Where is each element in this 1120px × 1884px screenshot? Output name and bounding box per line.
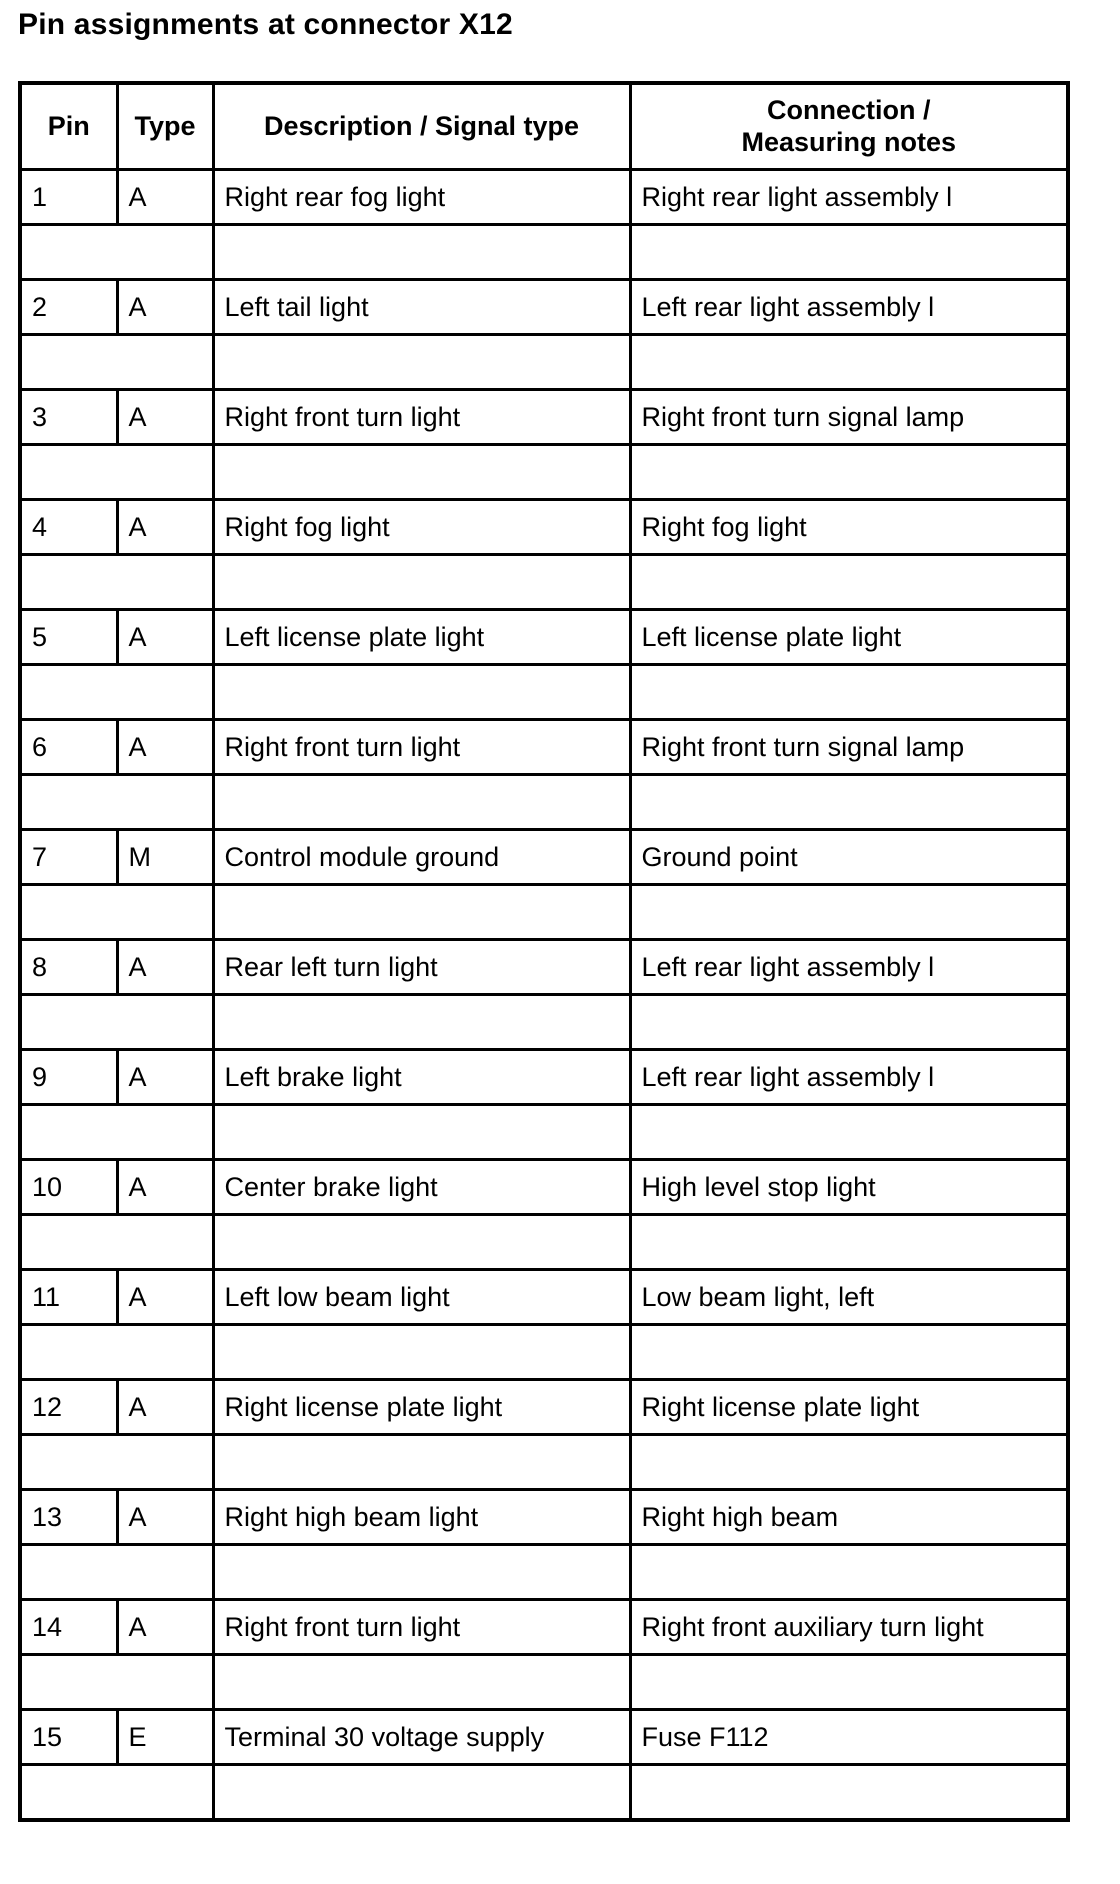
spacer-cell xyxy=(630,225,1068,280)
pin-cell: 6 xyxy=(20,720,117,775)
connection-cell: Left rear light assembly l xyxy=(630,1050,1068,1105)
description-cell: Terminal 30 voltage supply xyxy=(213,1710,630,1765)
spacer-cell xyxy=(20,995,213,1050)
table-row xyxy=(20,1270,1068,1325)
connection-cell: Right front auxiliary turn light xyxy=(630,1600,1068,1655)
spacer-row xyxy=(20,445,1068,500)
table-row xyxy=(20,500,1068,555)
table-row xyxy=(20,610,1068,665)
pin-cell: 8 xyxy=(20,940,117,995)
spacer-row xyxy=(20,1545,1068,1600)
spacer-cell xyxy=(213,1545,630,1600)
spacer-row xyxy=(20,1215,1068,1270)
connection-cell: Right front turn signal lamp xyxy=(630,390,1068,445)
table-row xyxy=(20,280,1068,335)
spacer-row xyxy=(20,995,1068,1050)
spacer-cell xyxy=(630,1325,1068,1380)
spacer-cell xyxy=(630,775,1068,830)
spacer-cell xyxy=(213,995,630,1050)
header-connection-line2: Measuring notes xyxy=(741,126,957,157)
pin-cell: 9 xyxy=(20,1050,117,1105)
table-body xyxy=(20,170,1068,1821)
spacer-cell xyxy=(630,1435,1068,1490)
spacer-cell xyxy=(213,775,630,830)
description-cell: Right front turn light xyxy=(213,390,630,445)
connection-cell: Left rear light assembly l xyxy=(630,940,1068,995)
table-row xyxy=(20,1600,1068,1655)
spacer-cell xyxy=(20,885,213,940)
spacer-cell xyxy=(213,225,630,280)
type-cell: A xyxy=(117,610,213,665)
connection-cell: Left rear light assembly l xyxy=(630,280,1068,335)
pin-cell: 11 xyxy=(20,1270,117,1325)
connection-cell: High level stop light xyxy=(630,1160,1068,1215)
spacer-row xyxy=(20,225,1068,280)
description-cell: Right high beam light xyxy=(213,1490,630,1545)
spacer-cell xyxy=(213,335,630,390)
spacer-cell xyxy=(213,1765,630,1821)
description-cell: Left brake light xyxy=(213,1050,630,1105)
type-cell: A xyxy=(117,500,213,555)
pin-assignment-table xyxy=(18,81,1070,1822)
header-connection xyxy=(630,83,1068,170)
spacer-cell xyxy=(630,335,1068,390)
table-row xyxy=(20,1160,1068,1215)
spacer-cell xyxy=(630,1105,1068,1160)
type-cell: A xyxy=(117,390,213,445)
spacer-cell xyxy=(213,1435,630,1490)
spacer-row xyxy=(20,335,1068,390)
spacer-row xyxy=(20,1435,1068,1490)
connection-cell: Low beam light, left xyxy=(630,1270,1068,1325)
table-row xyxy=(20,1490,1068,1545)
type-cell: A xyxy=(117,1490,213,1545)
spacer-cell xyxy=(213,1325,630,1380)
pin-cell: 5 xyxy=(20,610,117,665)
spacer-cell xyxy=(20,555,213,610)
pin-cell: 7 xyxy=(20,830,117,885)
spacer-cell xyxy=(630,1765,1068,1821)
spacer-row xyxy=(20,555,1068,610)
table-row xyxy=(20,390,1068,445)
spacer-row xyxy=(20,1765,1068,1821)
connection-cell: Left license plate light xyxy=(630,610,1068,665)
description-cell: Right rear fog light xyxy=(213,170,630,225)
description-cell: Right fog light xyxy=(213,500,630,555)
spacer-cell xyxy=(630,885,1068,940)
spacer-cell xyxy=(630,555,1068,610)
table-header-row xyxy=(20,83,1068,170)
type-cell: A xyxy=(117,720,213,775)
spacer-cell xyxy=(20,1105,213,1160)
pin-cell: 4 xyxy=(20,500,117,555)
spacer-row xyxy=(20,775,1068,830)
pin-cell: 1 xyxy=(20,170,117,225)
spacer-cell xyxy=(20,1545,213,1600)
spacer-cell xyxy=(213,885,630,940)
spacer-row xyxy=(20,1105,1068,1160)
table-row xyxy=(20,1710,1068,1765)
header-connection-line1: Connection / xyxy=(767,95,931,126)
description-cell: Rear left turn light xyxy=(213,940,630,995)
spacer-cell xyxy=(20,1215,213,1270)
type-cell: A xyxy=(117,170,213,225)
description-cell: Right front turn light xyxy=(213,1600,630,1655)
header-pin: Pin xyxy=(20,83,117,170)
connection-cell: Right front turn signal lamp xyxy=(630,720,1068,775)
table-row xyxy=(20,1380,1068,1435)
connection-cell: Fuse F112 xyxy=(630,1710,1068,1765)
pin-cell: 12 xyxy=(20,1380,117,1435)
type-cell: A xyxy=(117,1270,213,1325)
description-cell: Right license plate light xyxy=(213,1380,630,1435)
spacer-cell xyxy=(630,1655,1068,1710)
type-cell: A xyxy=(117,1600,213,1655)
spacer-cell xyxy=(630,995,1068,1050)
pin-cell: 13 xyxy=(20,1490,117,1545)
description-cell: Left low beam light xyxy=(213,1270,630,1325)
pin-cell: 14 xyxy=(20,1600,117,1655)
spacer-cell xyxy=(630,1545,1068,1600)
table-row xyxy=(20,940,1068,995)
spacer-row xyxy=(20,885,1068,940)
type-cell: A xyxy=(117,940,213,995)
spacer-cell xyxy=(630,445,1068,500)
connection-cell: Right rear light assembly l xyxy=(630,170,1068,225)
connection-cell: Right high beam xyxy=(630,1490,1068,1545)
type-cell: A xyxy=(117,1380,213,1435)
connection-cell: Right license plate light xyxy=(630,1380,1068,1435)
spacer-cell xyxy=(213,555,630,610)
description-cell: Left tail light xyxy=(213,280,630,335)
spacer-cell xyxy=(20,775,213,830)
spacer-cell xyxy=(213,1105,630,1160)
header-type: Type xyxy=(117,83,213,170)
type-cell: A xyxy=(117,1050,213,1105)
type-cell: E xyxy=(117,1710,213,1765)
type-cell: M xyxy=(117,830,213,885)
spacer-cell xyxy=(20,1765,213,1821)
page-title: Pin assignments at connector X12 xyxy=(18,8,513,41)
connection-cell: Ground point xyxy=(630,830,1068,885)
table-row xyxy=(20,830,1068,885)
type-cell: A xyxy=(117,1160,213,1215)
table-row xyxy=(20,1050,1068,1105)
spacer-cell xyxy=(20,445,213,500)
header-description: Description / Signal type xyxy=(213,83,630,170)
pin-cell: 10 xyxy=(20,1160,117,1215)
pin-cell: 3 xyxy=(20,390,117,445)
description-cell: Center brake light xyxy=(213,1160,630,1215)
spacer-cell xyxy=(630,665,1068,720)
spacer-cell xyxy=(20,335,213,390)
connection-cell: Right fog light xyxy=(630,500,1068,555)
table-row xyxy=(20,720,1068,775)
table-row xyxy=(20,170,1068,225)
spacer-row xyxy=(20,1655,1068,1710)
spacer-cell xyxy=(20,665,213,720)
description-cell: Left license plate light xyxy=(213,610,630,665)
spacer-cell xyxy=(20,1325,213,1380)
spacer-cell xyxy=(20,1435,213,1490)
spacer-cell xyxy=(213,1655,630,1710)
spacer-cell xyxy=(213,665,630,720)
description-cell: Control module ground xyxy=(213,830,630,885)
spacer-cell xyxy=(20,225,213,280)
spacer-cell xyxy=(213,1215,630,1270)
spacer-cell xyxy=(213,445,630,500)
spacer-row xyxy=(20,1325,1068,1380)
pin-cell: 15 xyxy=(20,1710,117,1765)
spacer-row xyxy=(20,665,1068,720)
description-cell: Right front turn light xyxy=(213,720,630,775)
spacer-cell xyxy=(630,1215,1068,1270)
pin-cell: 2 xyxy=(20,280,117,335)
type-cell: A xyxy=(117,280,213,335)
spacer-cell xyxy=(20,1655,213,1710)
